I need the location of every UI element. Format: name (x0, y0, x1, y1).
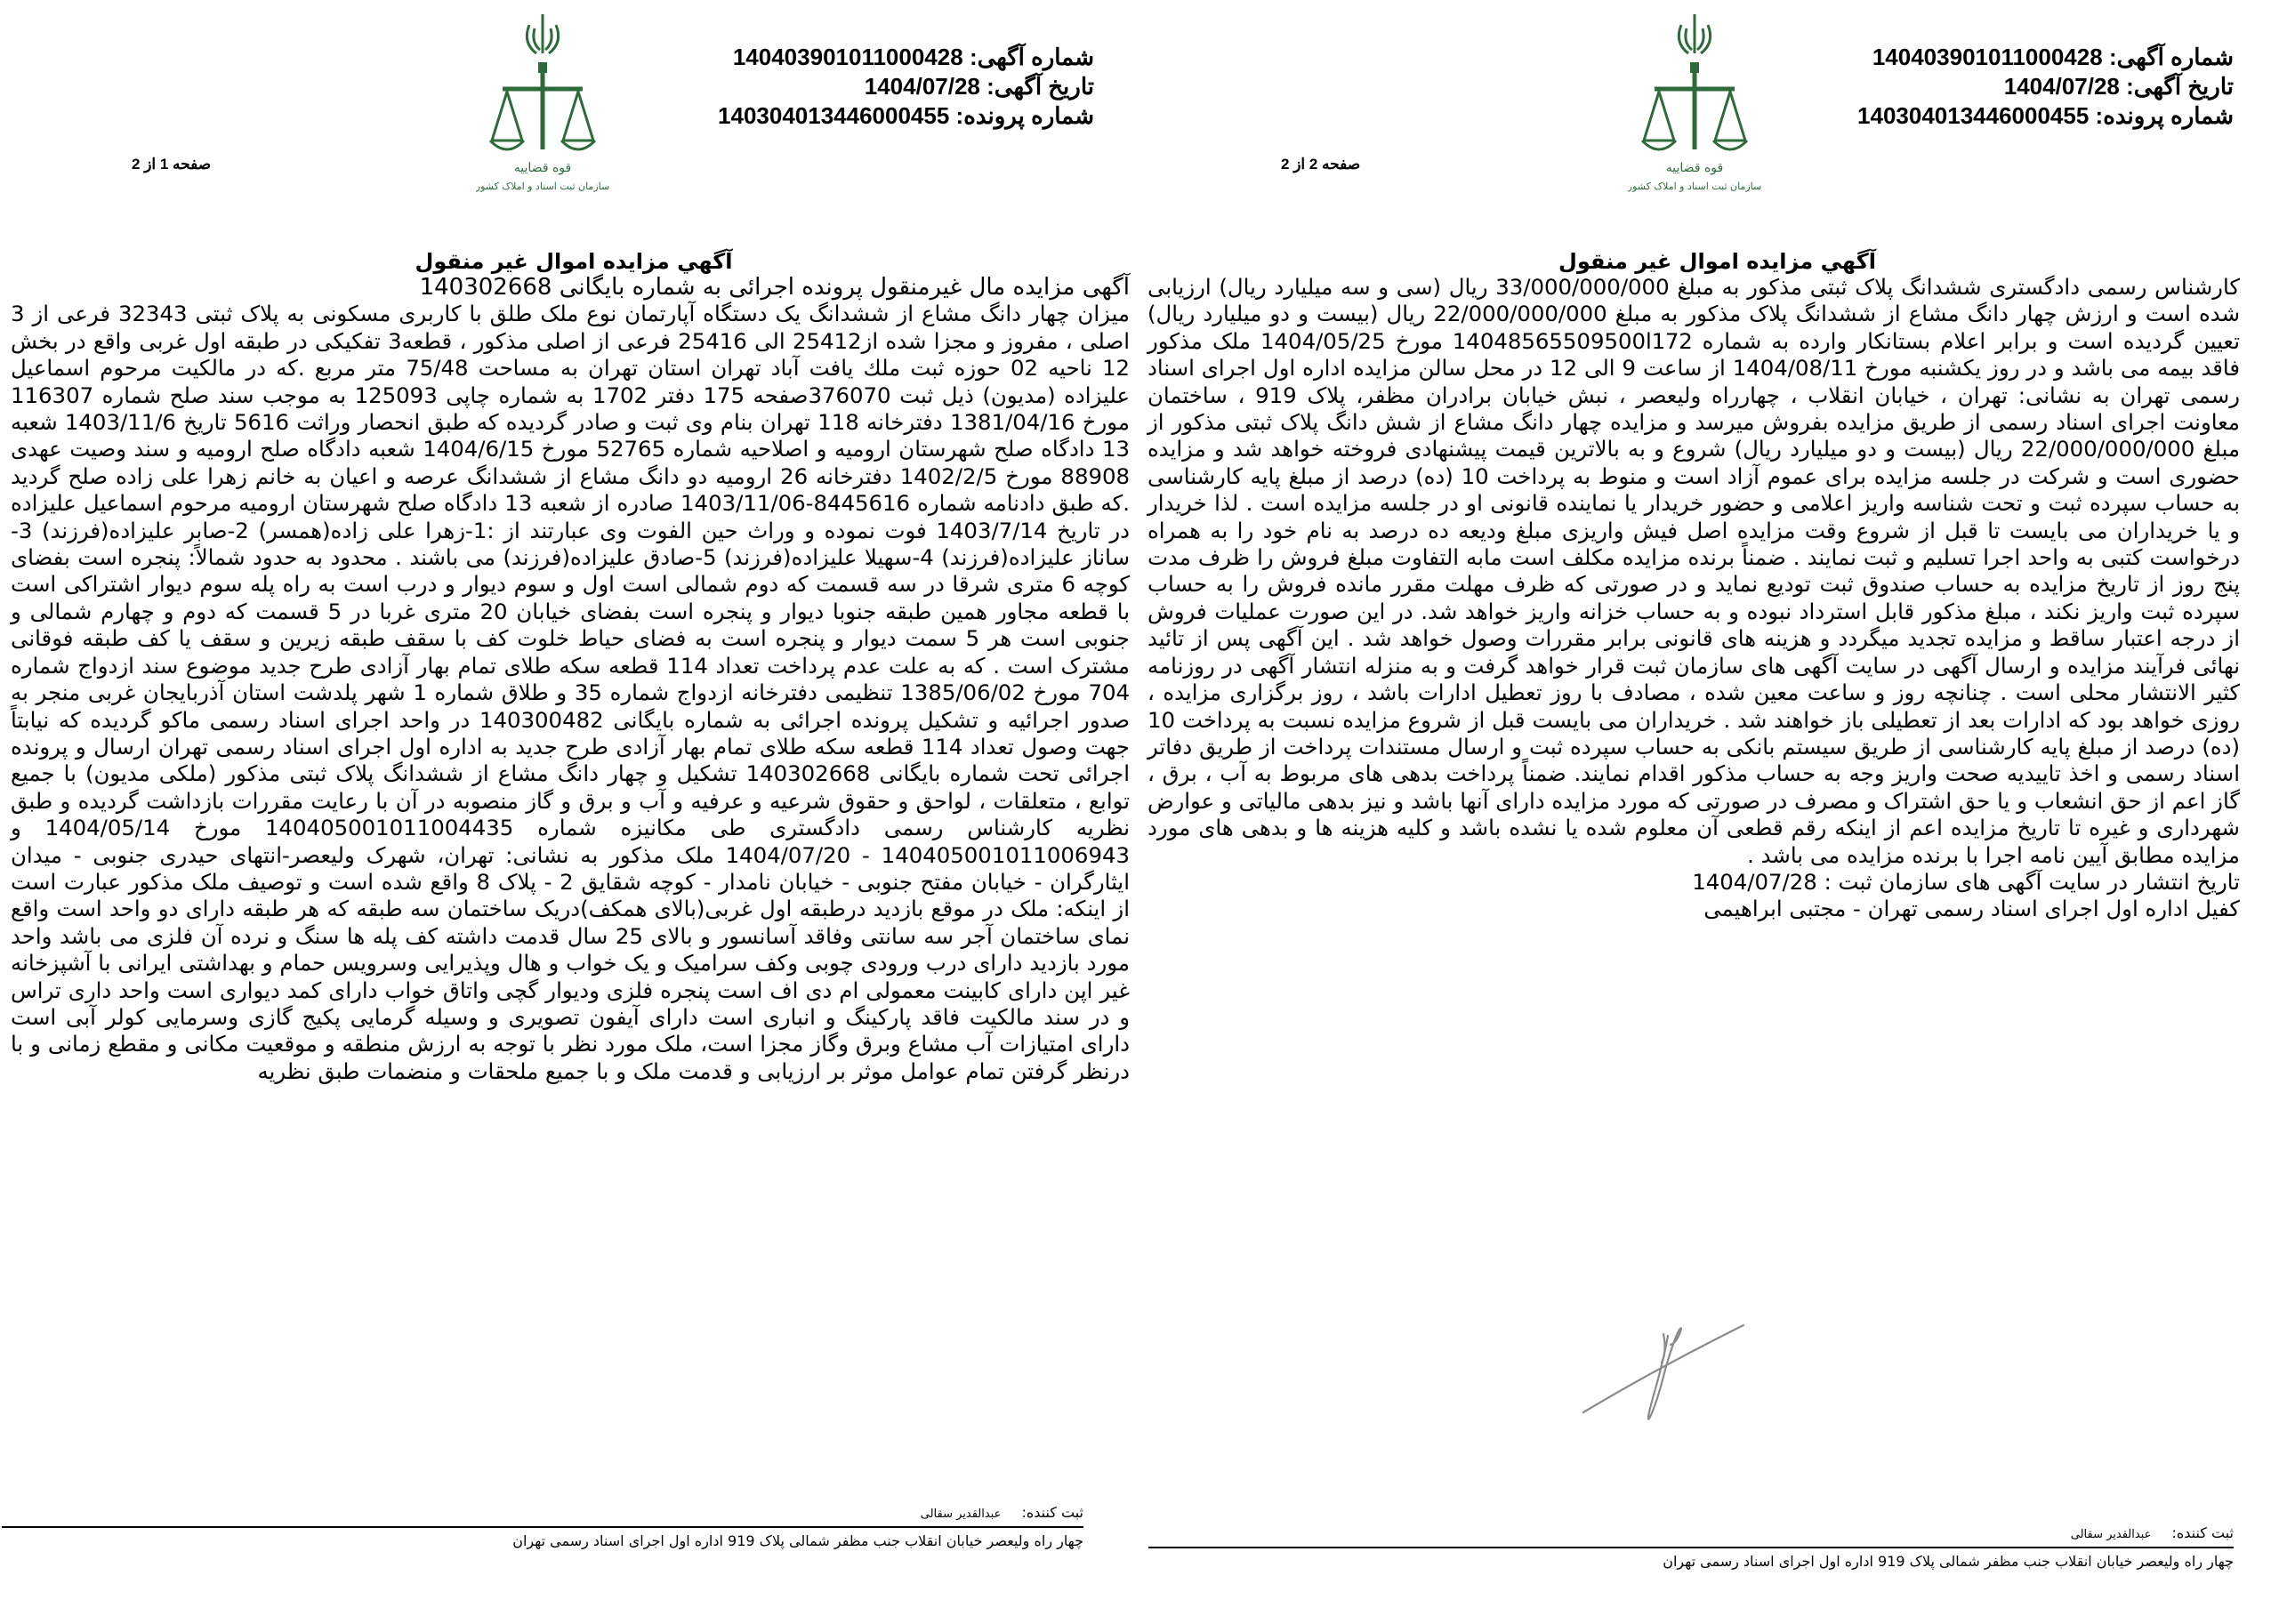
file-number: 140304013446000455 (718, 102, 950, 129)
svg-text:قوه قضاییه: قوه قضاییه (1665, 161, 1724, 175)
footer-divider (2, 1526, 1083, 1528)
page-footer (2, 1503, 1083, 1551)
notice-number: 140403901011000428 (732, 44, 963, 70)
notice-subheading: آگهی مزایده مال غیرمنقول پرونده اجرائی به شماره بایگانی 140302668 (419, 274, 1130, 301)
svg-text:قوه قضاییه: قوه قضاییه (513, 161, 572, 175)
svg-text:سازمان ثبت اسناد و املاک کشور: سازمان ثبت اسناد و املاک کشور (476, 181, 609, 192)
notice-paragraph: میزان چهار دانگ مشاع از ششدانگ یک دستگاه آپارتمان نوع ملک طلق با کاربری مسکونی به پلاک ثبتی 32343 فرعی از 3 اصلی ، مفروز و مجزا شده از25412 الی 25416 فرعی از اصلی مذکور ، قطعه3 تفکیکی در طبقه اول غربی واقع در بخش 12 ناحیه 02 حوزه ثبت ملك یافت آباد تهران استان تهران به مساحت 75/48 متر مربع .که در مالکیت مرحوم اسماعیل علیزاده (مدیون) ذیل ثبت 376070صفحه 175 دفتر 1702 به شماره چاپی 125093 به موجب سند صلح شماره 116307 مورخ 1381/04/16 دفترخانه 118 تهران بنام وی ثبت و صادر گردیده که طبق انحصار وراثت 5616 تاریخ 1403/11/6 شعبه 13 دادگاه صلح شهرستان ارومیه و اصلاحیه شماره 52765 مورخ 1404/6/15 شعبه دادگاه صلح ارومیه و سند وصیت عهدی 88908 مورخ 1402/2/5 دفترخانه 26 ارومیه دو دانگ مشاع از ششدانگ عرصه و اعیان به خانم زهرا علی زاده صلح گردید .که طبق دادنامه شماره 8445616-1403/11/06 صادره از شعبه 13 دادگاه صلح شهرستان ارومیه مرحوم اسماعیل علیزاده در تاریخ 1403/7/14 فوت نموده و وراث حین الفوت وی عبارتند از :1-زهرا علی زاده(همسر) 2-صابر علیزاده(فرزند) 3-ساناز علیزاده(فرزند) 4-سهیلا علیزاده(فرزند) 5-صادق علیزاده(فرزند) می باشند . محدود به حدود شمالاً: پنجره است بفضای کوچه 6 متری شرقا در سه قسمت که دوم شمالی است اول و سوم دیوار و درب است به راه پله سوم دیوار اشتراکی است با قطعه مجاور همین طبقه جنوبا دیوار و پنجره است بفضای خیابان 20 متری غربا در 5 قسمت که دوم و چهارم شمالی و جنوبی است هر 5 سمت دیوار و پنجره است به فضای حیاط خلوت کف با سقف طبقه زیرین و سقف یا کف طبقه فوقانی مشترک است . که به علت عدم پرداخت تعداد 114 قطعه سکه طلای تمام بهار آزادی طرح جدید موضوع سند ازدواج شماره 704 مورخ 1385/06/02 تنظیمی دفترخانه ازدواج شماره 35 و طلاق شماره 1 شهر پلدشت استان آذربایجان غربی منجر به صدور اجرائیه و تشکیل پرونده اجرائی به شماره بایگانی 140300482 در واحد اجرای اسناد رسمی ماکو گردیده که نیابتاً جهت وصول تعداد 114 قطعه سکه طلای تمام بهار آزادی طرح جدید به اداره اول اجرای اسناد رسمی تهران ارسال و پرونده اجرائی تحت شماره بایگانی 140302668 تشکیل و چهار دانگ مشاع از ششدانگ پلاک ثبتی مذکور (ملکی مدیون) با جمیع توابع ، متعلقات ، لواحق و حقوق شرعیه و عرفیه و آب و برق و گاز منصوبه در آن با رعایت مقررات بازداشت گردیده و طبق نظریه کارشناس رسمی دادگستری طی مکانیزه شماره 140405001011004435 مورخ 1404/05/14 و 140405001011006943 - 1404/07/20 ملک مذکور به نشانی: تهران، شهرک ولیعصر-انتهای حیدری جنوبی - میدان ایثارگران - خیابان مفتح جنوبی - خیابان نامدار - کوچه شقایق 2 - پلاک 8 واقع شده است و توصیف ملک مذکور عبارت است از اینکه: ملک در موقع بازدید درطبقه اول غربی(بالای همکف)دریک ساختمان سه طبقه که هر طبقه دارای دو واحد است واقع نمای ساختمان آجر سه سانتی وفاقد آسانسور و بالای 25 سال قدمت داشته کف پله ها سنگ و نرده آن فلزی می باشد واحد مورد بازدید دارای درب ورودی چوبی وکف سرامیک و یک خواب و هال وپذیرایی وسرویس حمام و بهداشتی ایرانی با آشپزخانه غیر اپن دارای کابینت معمولی ام دی اف است پنجره فلزی ودیوار گچی واتاق خواب دارای کمد دیواری است واحد داری تراس و در سند مالکیت فاقد پارکینگ و انباری است دارای آیفون تصویری و وسیله گرمایی پکیج گازی وسرمایی کولر آبی است دارای امتیازات آب مشاع وبرق وگاز مجزا است، ملک مورد نظر با توجه به ارزش منطقه و موقعیت مکانی و مقطع زمانی و با درنظر گرفتن تمام عوامل موثر بر ارزیابی و قدمت ملک و با جمیع ملحقات و منضمات طبق نظریه (11, 301, 1131, 1084)
signatory: کفیل اداره اول اجرای اسناد رسمی تهران - مجتبی ابراهیمی (1703, 896, 2240, 922)
office-address: چهار راه ولیعصر خیابان انقلاب جنب مظفر شمالی پلاک 919 اداره اول اجرای اسناد رسمی تهران (512, 1532, 1083, 1549)
file-number-label: شماره پرونده: (2095, 102, 2234, 129)
publish-date-label: تاریخ انتشار در سایت آگهی های سازمان ثبت : (1824, 868, 2240, 895)
notice-body (1148, 274, 2240, 923)
notice-title: آگهي مزايده اموال غير منقول (415, 249, 733, 274)
handwritten-signature-icon (1574, 1307, 1770, 1432)
registrar-label: ثبت کننده: (1021, 1504, 1083, 1521)
office-address: چهار راه ولیعصر خیابان انقلاب جنب مظفر شمالی پلاک 919 اداره اول اجرای اسناد رسمی تهران (1663, 1553, 2234, 1570)
page-indicator: صفحه 1 از 2 (132, 156, 212, 173)
footer-divider (1148, 1547, 2234, 1548)
registrar-label: ثبت کننده: (2171, 1524, 2234, 1541)
file-number: 140304013446000455 (1857, 102, 2090, 129)
notice-date-label: تاریخ آگهی: (986, 73, 1094, 100)
file-number-row (718, 101, 1094, 131)
svg-text:سازمان ثبت اسناد و املاک کشور: سازمان ثبت اسناد و املاک کشور (1628, 181, 1761, 192)
notice-metadata (718, 43, 1094, 131)
file-number-label: شماره پرونده: (955, 102, 1094, 129)
registrar-name: عبدالقدیر سقالی (920, 1507, 1002, 1521)
notice-number-label: شماره آگهی: (969, 44, 1094, 70)
notice-number-row (1857, 43, 2234, 72)
notice-date: 1404/07/28 (2003, 73, 2120, 100)
publish-date: 1404/07/28 (1692, 868, 1817, 895)
registrar-name: عبدالقدیر سقالی (2070, 1528, 2152, 1541)
judiciary-emblem-icon (476, 7, 609, 198)
notice-date-row (718, 72, 1094, 101)
page-indicator: صفحه 2 از 2 (1281, 156, 1361, 173)
page-footer (1148, 1524, 2234, 1572)
notice-date-label: تاریخ آگهی: (2126, 73, 2234, 100)
notice-number-label: شماره آگهی: (2108, 44, 2234, 70)
judiciary-emblem-icon (1628, 7, 1761, 198)
registrar-line (2, 1503, 1083, 1524)
notice-date: 1404/07/28 (864, 73, 980, 100)
notice-body (11, 274, 1130, 1085)
notice-date-row (1857, 72, 2234, 101)
notice-number-row (718, 43, 1094, 72)
notice-number: 140403901011000428 (1872, 44, 2103, 70)
file-number-row (1857, 101, 2234, 131)
registrar-line (1148, 1524, 2234, 1545)
publish-date-line (1148, 869, 2240, 896)
notice-title: آگهي مزايده اموال غير منقول (1558, 249, 1876, 274)
notice-paragraph: کارشناس رسمی دادگستری ششدانگ پلاک ثبتی مذکور به مبلغ 33/000/000/000 ریال (سی و سه میلیارد ریال) ارزیابی شده است و ارزش چهار دانگ مشاع از ششدانگ پلاک مذکور به مبلغ 22/000/000/000 ریال (بیست و دو میلیارد ریال) تعیین گردیده است و برابر اعلام بستانکار وارده به شماره 14048565509500l172 مورخ 1404/05/25 ملک مذکور فاقد بیمه می باشد و در روز یکشنبه مورخ 1404/08/11 از ساعت 9 الی 12 در محل سالن مزایده اداره اول اجرای اسناد رسمی تهران به نشانی: تهران ، خیابان انقلاب ، چهارراه ولیعصر ، نبش خیابان برادران مظفر، پلاک 919 ، ساختمان معاونت اجرای اسناد رسمی از طریق مزایده بفروش میرسد و مزایده چهار دانگ مشاع از شش دانگ پلاک ثبتی مذکور از مبلغ 22/000/000/000 ریال (بیست و دو میلیارد ریال) شروع و به بالاترین قیمت پیشنهادی فروخته خواهد شد و مزایده حضوری است و شرکت در جلسه مزایده برای عموم آزاد است و منوط به پرداخت 10 (ده) درصد از مبلغ پایه کارشناسی به حساب سپرده ثبت و تحت شناسه واریز اعلامی و حضور خریدار یا نماینده قانونی او در جلسه مزایده است . لذا خریدار و یا خریداران می بایست تا قبل از شروع وقت مزایده اصل فیش واریزی مبلغ ودیعه ده درصد به نام خود را به همراه درخواست کتبی به واحد اجرا تسلیم و ثبت نمایند . ضمناً برنده مزایده مکلف است مابه التفاوت مبلغ فروش را ظرف مدت پنج روز از تاریخ مزایده به حساب صندوق ثبت تودیع نماید و در صورتی که ظرف مهلت مقرر مانده فروش را به حساب سپرده ثبت واریز نکند ، مبلغ مذکور قابل استرداد نبوده و به حساب خزانه واریز خواهد شد. در این صورت عملیات فروش از درجه اعتبار ساقط و مزایده تجدید میگردد و هزینه های قانونی برابر مقررات وصول خواهد شد . این آگهی پس از تائید نهائی فرآیند مزایده و ارسال آگهی در سایت آگهی های سازمان ثبت قرار خواهد گرفت و به منزله انتشار آگهی در روزنامه کثیر الانتشار محلی است . چنانچه روز و ساعت معین شده ، مصادف با روز تعطیل ادارات باشد ، روز برگزاری مزایده ، روزی خواهد بود که ادارات بعد از تعطیلی باز خواهند شد . خریداران می بایست قبل از شروع مزایده نسبت به پرداخت 10 (ده) درصد از مبلغ پایه کارشناسی از طریق سیستم بانکی به حساب سپرده ثبت و ارسال مستندات پرداخت از طریق دفاتر اسناد رسمی و اخذ تاییدیه صحت واریز وجه به حساب مذکور اقدام نمایند. ضمناً پرداخت بدهی های مربوط به آب ، برق ، گاز اعم از حق انشعاب و یا حق اشتراک و مصرف در صورتی که مورد مزایده دارای آنها باشد و نیز بدهی مالیاتی و عوارض شهرداری و غیره تا تاریخ مزایده اعم از اینکه رقم قطعی آن معلوم شده یا نشده باشد و کلیه هزینه ها و بدهی های مورد مزایده مطابق آیین نامه اجرا با برنده مزایده می باشد . (1148, 274, 2241, 868)
notice-metadata (1857, 43, 2234, 131)
